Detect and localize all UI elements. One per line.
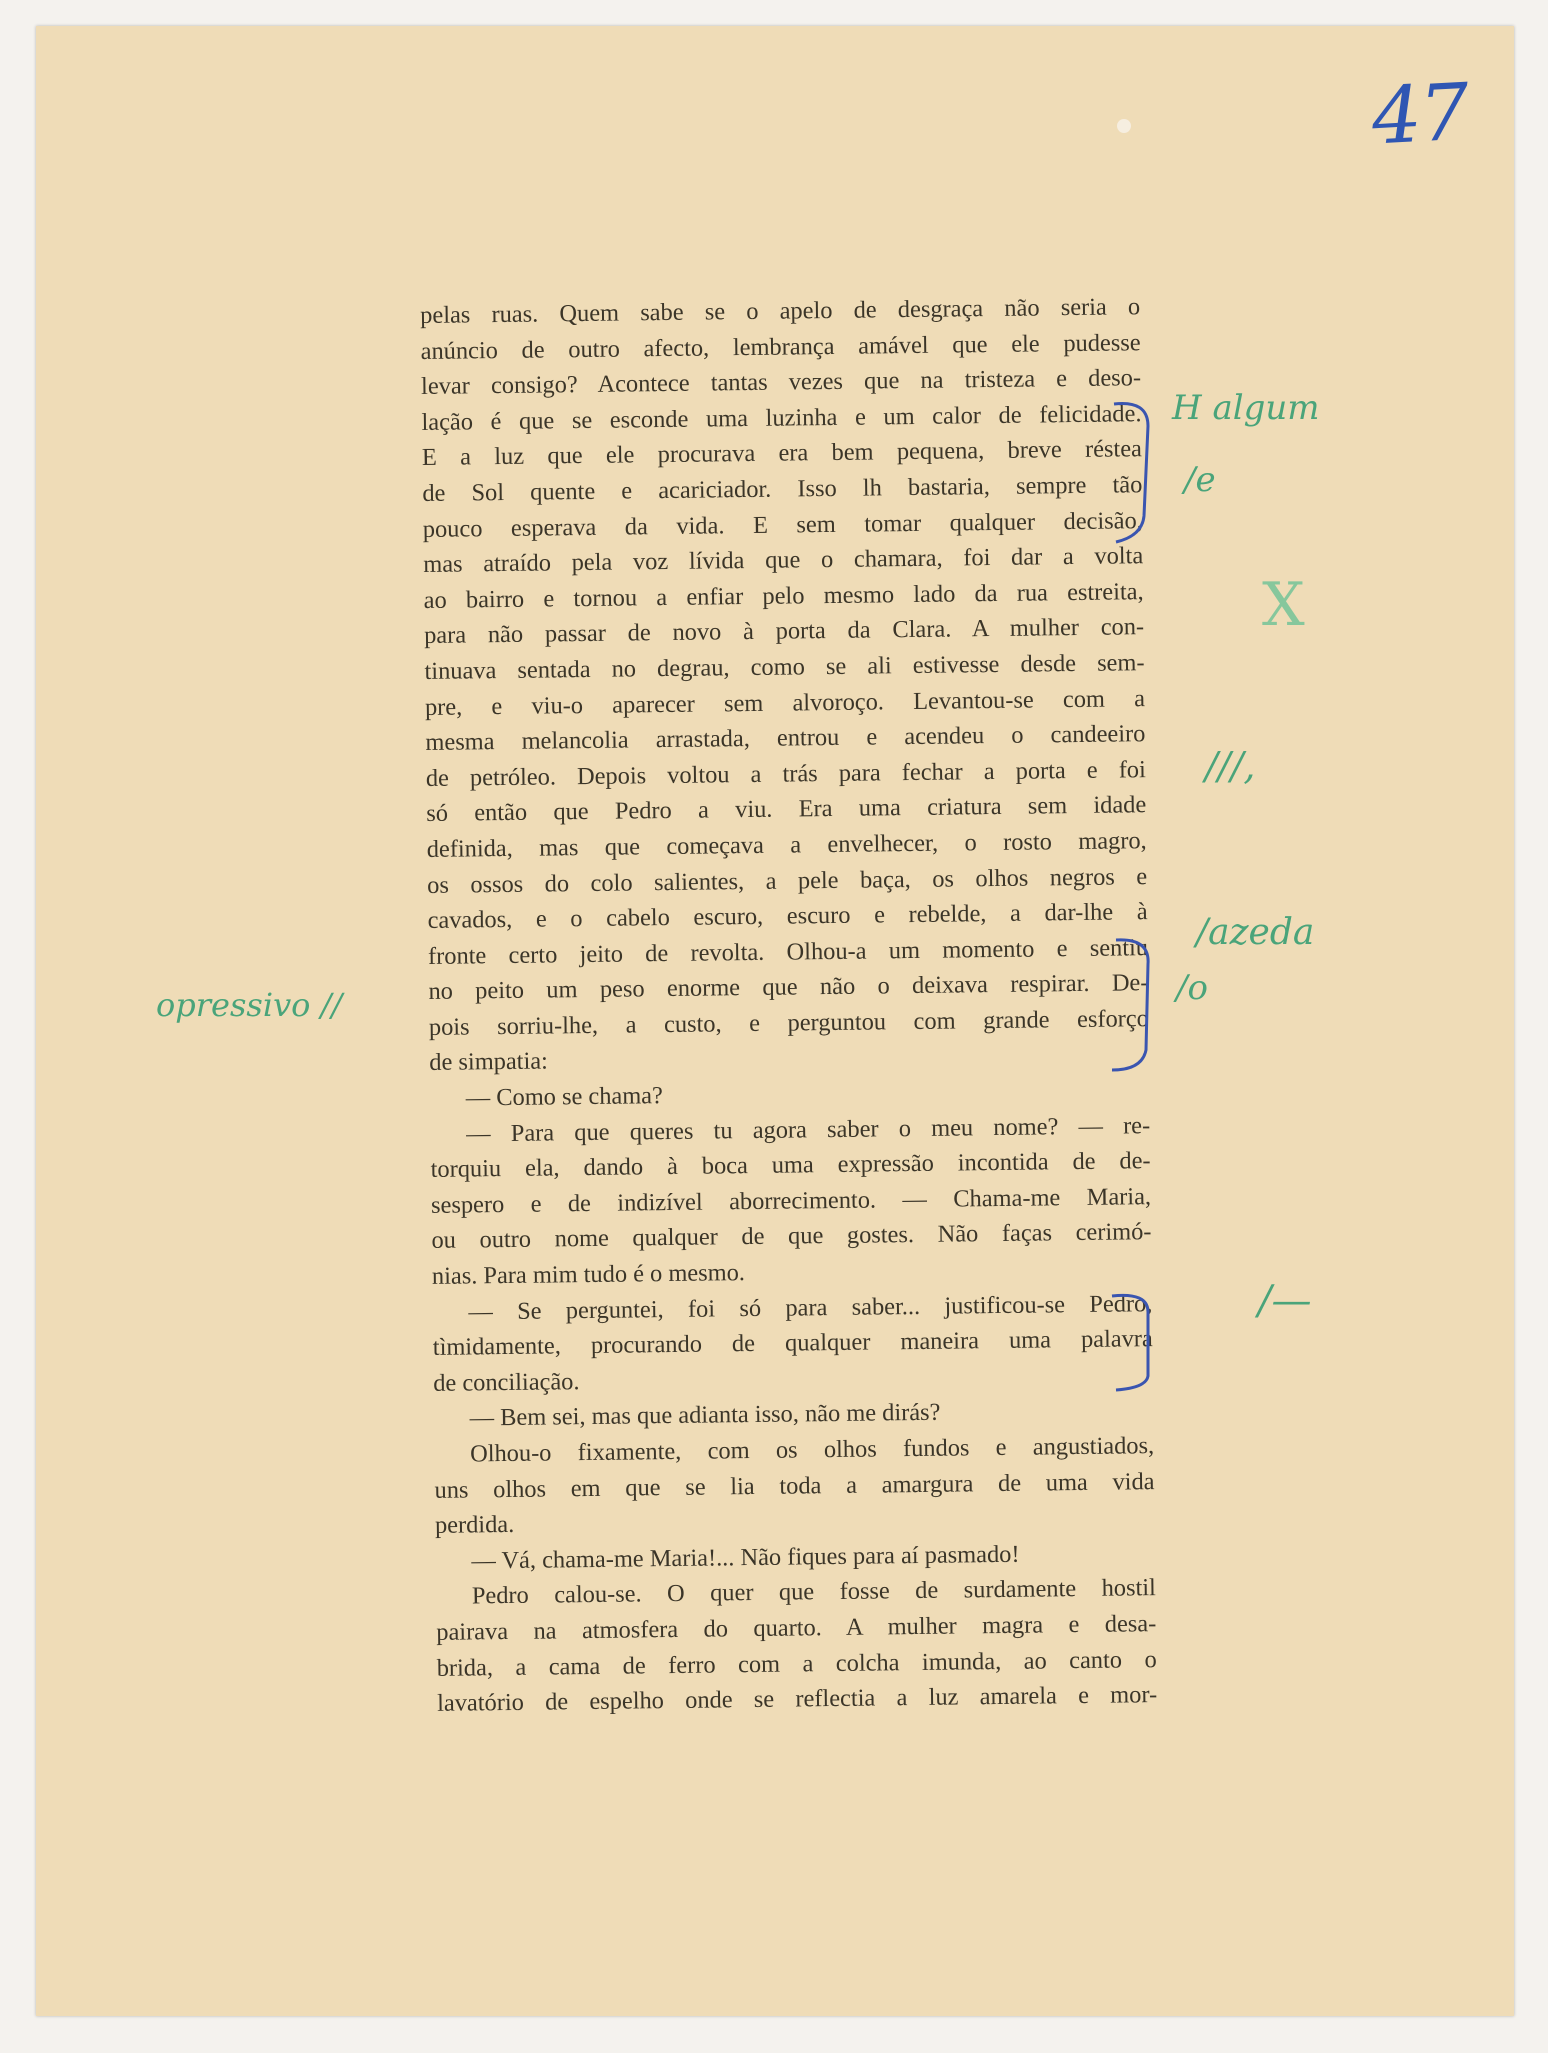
body-text: [420, 289, 1157, 1721]
text-line: lavatório de espelho onde se reflectia a luz amarela e mor-: [437, 1681, 1158, 1718]
text-line: Pedro calou-se. O quer que fosse de surdamente hostil: [471, 1574, 1156, 1610]
text-line: para não passar de novo à porta da Clara. A mulher con-: [423, 613, 1145, 650]
text-line: pelas ruas. Quem sabe se o apelo de desgraça não seria o: [420, 293, 1141, 329]
annotation-dash: /—: [1258, 1278, 1312, 1324]
text-line: de petróleo. Depois voltou a trás para fechar a porta e foi: [425, 755, 1146, 792]
text-line: de simpatia:: [429, 1047, 549, 1077]
text-line: nias. Para mim tudo é o mesmo.: [431, 1259, 746, 1290]
text-line: cavados, e o cabelo escuro, escuro e rebelde, a dar-lhe à: [427, 898, 1148, 935]
page-number: 47: [1369, 67, 1470, 163]
text-line: anúncio de outro afecto, lembrança amável que ele pudesse: [420, 328, 1141, 365]
text-line: mesma melancolia arrastada, entrou e acendeu o candeeiro: [425, 720, 1146, 757]
text-line: de conciliação.: [433, 1367, 580, 1397]
annotation-opressivo: opressivo //: [156, 986, 343, 1024]
text-line: ao bairro e tornou a enfiar pelo mesmo lado da rua estreita,: [423, 577, 1144, 614]
text-line: — Como se chama?: [465, 1082, 664, 1112]
text-line: Olhou-o fixamente, com os olhos fundos e angustiados,: [469, 1432, 1155, 1468]
text-line: definida, mas que começava a envelhecer, o rosto magro,: [426, 827, 1147, 863]
annotation-cross: X: [1262, 570, 1305, 640]
text-line: mas atraído pela voz lívida que o chamara, foi dar a volta: [423, 542, 1144, 579]
paper-blemish: [1110, 112, 1140, 142]
text-line: torquiu ela, dando à boca uma expressão incontida de de-: [430, 1147, 1151, 1184]
text-line: E a luz que ele procurava era bem pequena, breve réstea: [421, 435, 1143, 472]
text-line: pouco esperava da vida. E sem tomar qualquer decisão,: [422, 506, 1143, 543]
text-line: sespero e de indizível aborrecimento. — Chama-me Maria,: [430, 1182, 1152, 1219]
text-line: pre, e viu-o aparecer sem alvoroço. Levantou-se com a: [424, 684, 1146, 721]
text-line: ou outro nome qualquer de que gostes. Não faças cerimó-: [431, 1218, 1152, 1255]
text-line: uns olhos em que se lia toda a amargura de uma vida: [434, 1467, 1155, 1504]
annotation-azeda: /azeda: [1196, 912, 1315, 953]
text-line: — Bem sei, mas que adianta isso, não me dirás?: [469, 1399, 941, 1432]
text-line: de Sol quente e acariciador. Isso lh bastaria, sempre tão: [422, 471, 1143, 507]
text-line: lação é que se esconde uma luzinha e um calor de felicidade.: [421, 399, 1142, 436]
bracket-mark-3: [1108, 1290, 1168, 1410]
annotation-lhe: /e: [1184, 460, 1216, 500]
text-line: tìmidamente, procurando de qualquer maneira uma palavra: [432, 1325, 1153, 1362]
text-line: — Vá, chama-me Maria!... Não fiques para aí pasmado!: [471, 1540, 1020, 1575]
annotation-algum: H algum: [1172, 388, 1320, 428]
bracket-mark-2: [1108, 934, 1168, 1094]
annotation-commas: ///,: [1205, 744, 1256, 788]
annotation-o: /o: [1176, 968, 1208, 1008]
bracket-mark-1: [1108, 396, 1168, 556]
text-line: perdida.: [434, 1511, 515, 1540]
text-line: tinuava sentada no degrau, como se ali estivesse desde sem-: [424, 649, 1145, 685]
text-line: os ossos do colo salientes, a pele baça, os olhos negros e: [427, 862, 1148, 899]
text-line: brida, a cama de ferro com a colcha imunda, ao canto o: [436, 1645, 1157, 1682]
text-line: no peito um peso enorme que não o deixava respirar. De-: [428, 969, 1149, 1006]
text-line: — Se perguntei, foi só para saber... justificou-se Pedro,: [468, 1289, 1153, 1326]
text-line: — Para que queres tu agora saber o meu nome? — re-: [466, 1111, 1151, 1148]
text-line: só então que Pedro a viu. Era uma criatura sem idade: [426, 791, 1147, 828]
text-line: fronte certo jeito de revolta. Olhou-a um momento e sentiu: [427, 933, 1149, 970]
text-line: pois sorriu-lhe, a custo, e perguntou com grande esforço: [428, 1005, 1150, 1041]
text-line: levar consigo? Acontece tantas vezes que na tristeza e deso-: [420, 364, 1142, 401]
text-line: pairava na atmosfera do quarto. A mulher magra e desa-: [436, 1610, 1157, 1646]
